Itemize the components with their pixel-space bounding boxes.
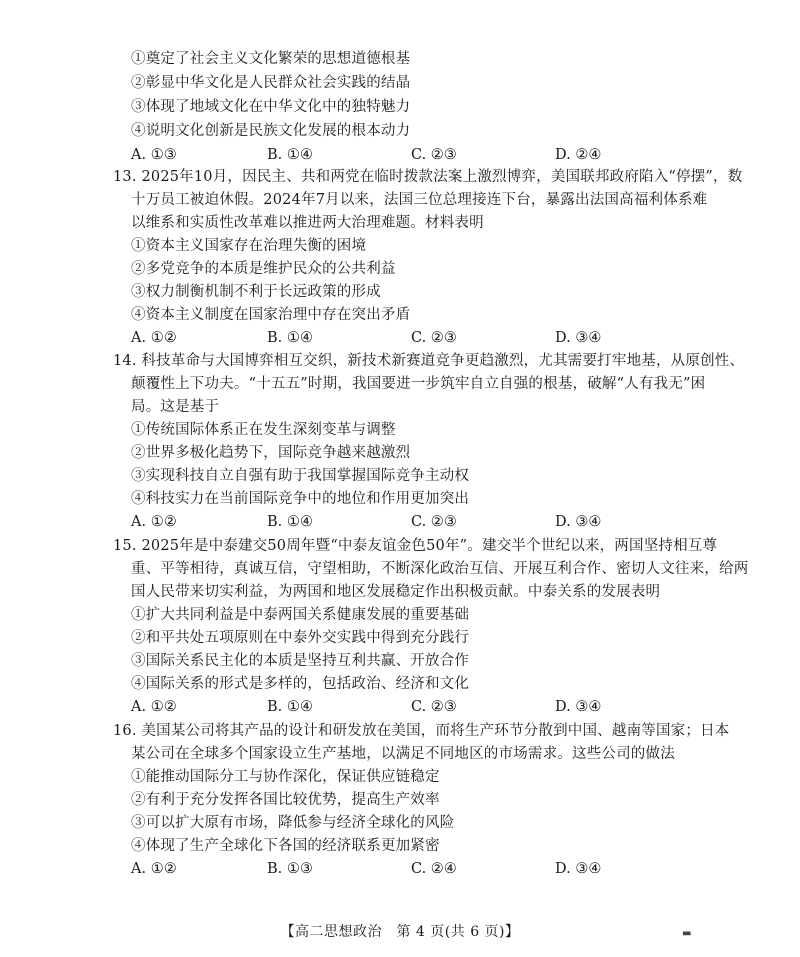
- q16-stem-line-1: 16. 美国某公司将其产品的设计和研发放在美国，而将生产环节分散到中国、越南等国家；日本: [113, 723, 730, 739]
- q16-option-d: D. ③④: [555, 861, 602, 877]
- q16-statement-2: ②有利于充分发挥各国比较优势，提高生产效率: [131, 792, 440, 808]
- q14-option-b: B. ①④: [267, 514, 313, 530]
- page-footer: 【高二思想政治 第 4 页(共 6 页)】: [280, 924, 520, 940]
- q14-statement-1: ①传统国际体系正在发生深刻变革与调整: [131, 422, 396, 438]
- q16-statement-4: ④体现了生产全球化下各国的经济联系更加紧密: [131, 838, 440, 854]
- q12-statement-4: ④说明文化创新是民族文化发展的根本动力: [131, 123, 411, 139]
- q12-option-d: D. ②④: [555, 147, 602, 163]
- q16-stem-line-2: 某公司在全球多个国家设立生产基地，以满足不同地区的市场需求。这些公司的做法: [131, 746, 675, 762]
- q15-statement-4: ④国际关系的形式是多样的，包括政治、经济和文化: [131, 676, 470, 692]
- q13-option-d: D. ③④: [555, 330, 602, 346]
- q14-statement-3: ③实现科技自立自强有助于我国掌握国际竞争主动权: [131, 468, 470, 484]
- q12-option-b: B. ①④: [267, 147, 313, 163]
- q14-stem-line-3: 局。这是基于: [131, 399, 220, 415]
- q16-statement-1: ①能推动国际分工与协作深化，保证供应链稳定: [131, 769, 440, 785]
- q15-stem-line-3: 国人民带来切实利益，为两国和地区发展稳定作出积极贡献。中泰关系的发展表明: [131, 584, 661, 600]
- q13-stem-line-1: 13. 2025年10月，因民主、共和两党在临时拨款法案上激烈博弈，美国联邦政府陷入“停摆”，数: [113, 169, 743, 185]
- q15-option-c: C. ②③: [411, 699, 457, 715]
- q12-option-a: A. ①③: [131, 147, 177, 163]
- q13-statement-1: ①资本主义国家存在治理失衡的困境: [131, 238, 367, 254]
- q12-option-c: C. ②③: [411, 147, 457, 163]
- q15-statement-1: ①扩大共同利益是中泰两国关系健康发展的重要基础: [131, 607, 470, 623]
- q16-option-c: C. ②④: [411, 861, 457, 877]
- q13-option-b: B. ①④: [267, 330, 313, 346]
- q12-statement-3: ③体现了地域文化在中华文化中的独特魅力: [131, 99, 411, 115]
- corner-mark: ▬: [682, 928, 692, 939]
- q15-option-d: D. ③④: [555, 699, 602, 715]
- q14-option-c: C. ②③: [411, 514, 457, 530]
- q13-option-c: C. ②③: [411, 330, 457, 346]
- q14-option-a: A. ①②: [131, 514, 177, 530]
- q13-stem-line-2: 十万员工被迫休假。2024年7月以来，法国三位总理接连下台，暴露出法国高福利体系难: [131, 192, 708, 208]
- q14-statement-2: ②世界多极化趋势下，国际竞争越来越激烈: [131, 445, 411, 461]
- q13-option-a: A. ①②: [131, 330, 177, 346]
- q13-statement-3: ③权力制衡机制不利于长远政策的形成: [131, 284, 381, 300]
- q12-statement-2: ②彰显中华文化是人民群众社会实践的结晶: [131, 75, 411, 91]
- q13-statement-2: ②多党竞争的本质是维护民众的公共利益: [131, 261, 396, 277]
- q15-statement-3: ③国际关系民主化的本质是坚持互利共赢、开放合作: [131, 653, 470, 669]
- q16-option-b: B. ①③: [267, 861, 313, 877]
- q12-statement-1: ①奠定了社会主义文化繁荣的思想道德根基: [131, 51, 411, 67]
- q13-statement-4: ④资本主义制度在国家治理中存在突出矛盾: [131, 307, 411, 323]
- q15-option-a: A. ①②: [131, 699, 177, 715]
- q14-statement-4: ④科技实力在当前国际竞争中的地位和作用更加突出: [131, 491, 470, 507]
- q14-stem-line-1: 14. 科技革命与大国博弈相互交织，新技术新赛道竞争更趋激烈，尤其需要打牢地基，从原创性、: [113, 353, 745, 369]
- q13-stem-line-3: 以维系和实质性改革难以推进两大治理难题。材料表明: [131, 215, 484, 231]
- q15-stem-line-2: 重、平等相待，真诚互信，守望相助，不断深化政治互信、开展互利合作、密切人文往来，给两: [131, 561, 749, 577]
- q15-option-b: B. ①④: [267, 699, 313, 715]
- q14-stem-line-2: 颠覆性上下功夫。“十五五”时期，我国要进一步筑牢自立自强的根基，破解“人有我无”困: [131, 376, 706, 392]
- q16-statement-3: ③可以扩大原有市场，降低参与经济全球化的风险: [131, 815, 455, 831]
- q15-stem-line-1: 15. 2025年是中泰建交50周年暨“中泰友谊金色50年”。建交半个世纪以来，两国坚持相互尊: [113, 538, 718, 554]
- q16-option-a: A. ①②: [131, 861, 177, 877]
- q15-statement-2: ②和平共处五项原则在中泰外交实践中得到充分践行: [131, 630, 470, 646]
- q14-option-d: D. ③④: [555, 514, 602, 530]
